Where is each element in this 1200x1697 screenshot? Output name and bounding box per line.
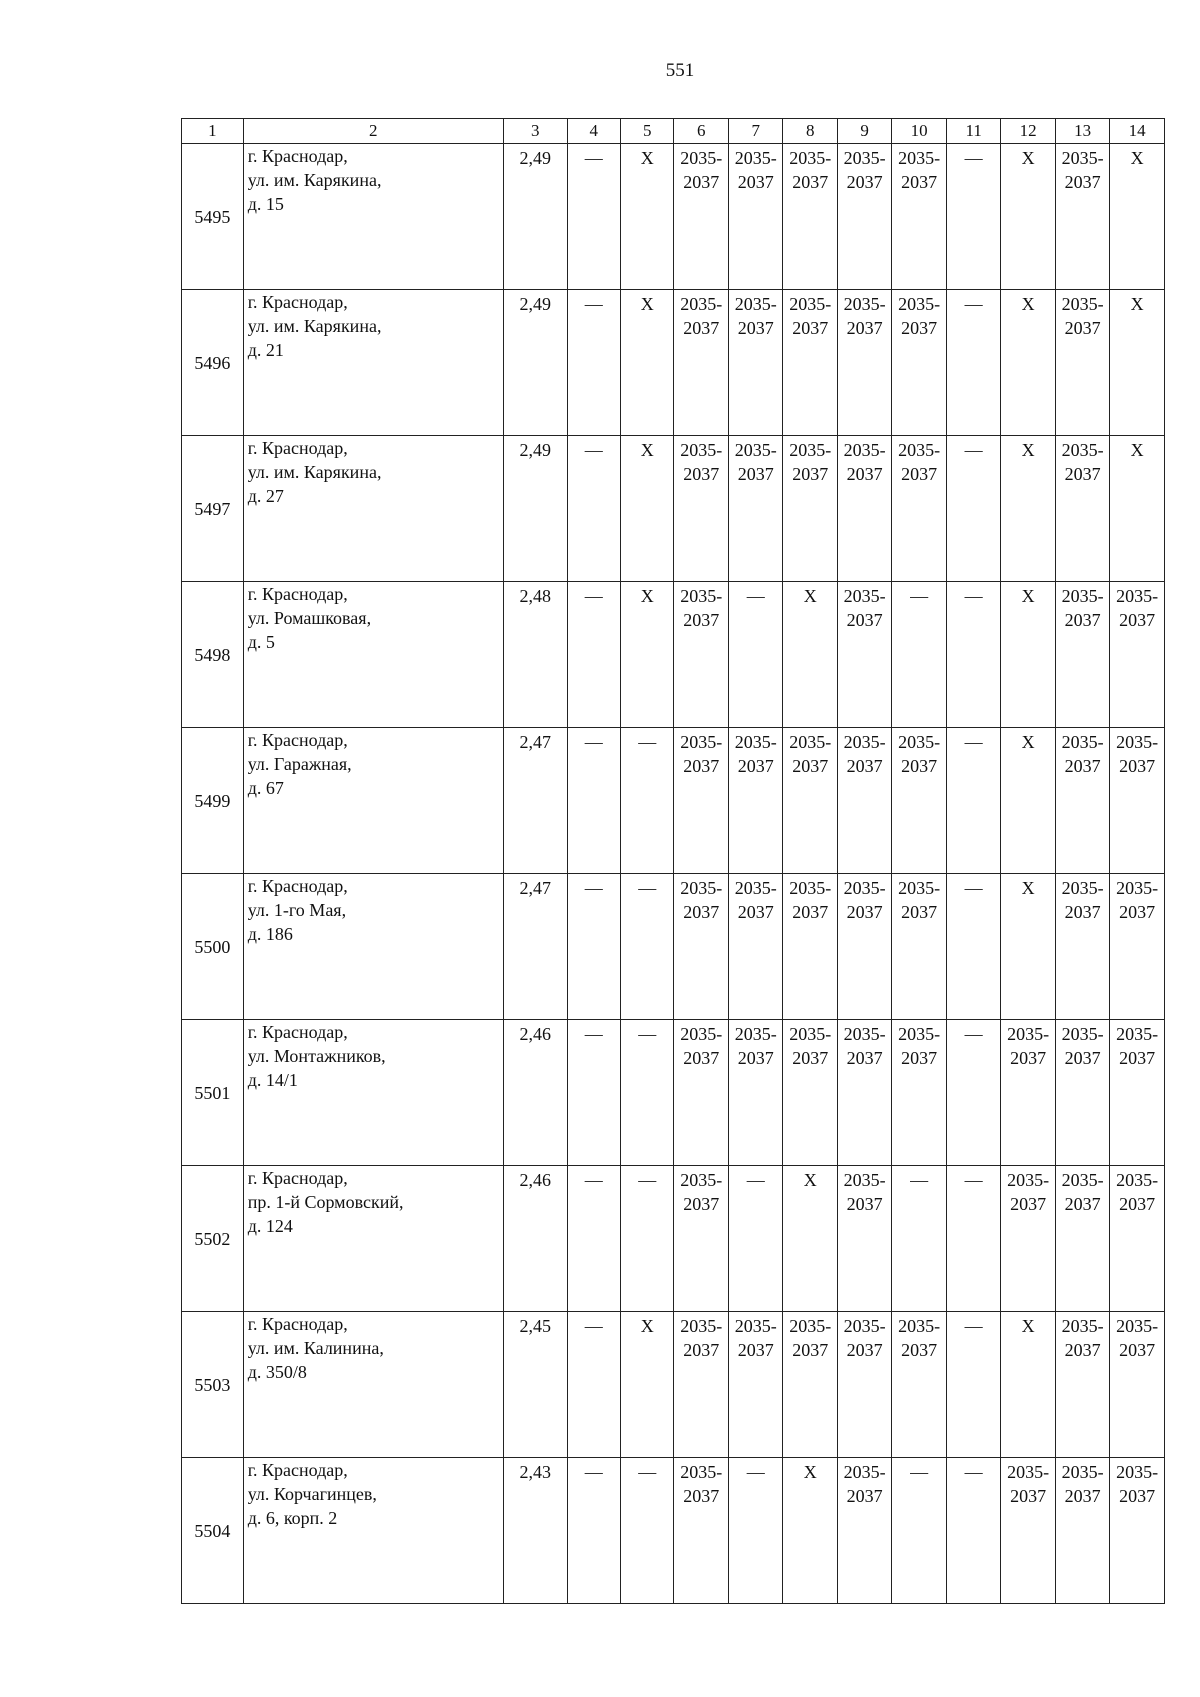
row-number: 5501 xyxy=(182,1020,244,1166)
value-cell-c3: 2,47 xyxy=(503,874,567,1020)
value-cell-c10: 2035- 2037 xyxy=(892,1020,946,1166)
column-header-1: 1 xyxy=(182,119,244,144)
value-cell-c4: — xyxy=(567,874,620,1020)
value-cell-c11: — xyxy=(946,290,1000,436)
table-row xyxy=(182,582,1165,728)
value-cell-c7: 2035- 2037 xyxy=(728,290,782,436)
table-row xyxy=(182,1458,1165,1604)
address-cell xyxy=(243,874,503,1020)
address-line: д. 15 xyxy=(247,194,284,214)
table-row xyxy=(182,144,1165,290)
value-cell-c7: 2035- 2037 xyxy=(728,1312,782,1458)
value-cell-c10: — xyxy=(892,1458,946,1604)
value-cell-c7: 2035- 2037 xyxy=(728,874,782,1020)
value-cell-c10: — xyxy=(892,1166,946,1312)
address-line: г. Краснодар, xyxy=(247,292,348,312)
value-cell-c6: 2035- 2037 xyxy=(674,728,728,874)
value-cell-c11: — xyxy=(946,728,1000,874)
value-cell-c11: — xyxy=(946,874,1000,1020)
value-cell-c13: 2035- 2037 xyxy=(1055,1312,1109,1458)
table-body xyxy=(182,144,1165,1604)
value-cell-c6: 2035- 2037 xyxy=(674,1458,728,1604)
address-line: д. 6, корп. 2 xyxy=(247,1508,338,1528)
value-cell-c6: 2035- 2037 xyxy=(674,436,728,582)
header-row xyxy=(182,119,1165,144)
value-cell-c7: 2035- 2037 xyxy=(728,144,782,290)
value-cell-c3: 2,47 xyxy=(503,728,567,874)
value-cell-c6: 2035- 2037 xyxy=(674,1020,728,1166)
value-cell-c7: 2035- 2037 xyxy=(728,436,782,582)
value-cell-c3: 2,45 xyxy=(503,1312,567,1458)
value-cell-c6: 2035- 2037 xyxy=(674,144,728,290)
value-cell-c13: 2035- 2037 xyxy=(1055,1458,1109,1604)
row-number: 5503 xyxy=(182,1312,244,1458)
value-cell-c5: X xyxy=(621,582,674,728)
address-line: ул. Ромашковая, xyxy=(247,608,372,628)
value-cell-c12: 2035- 2037 xyxy=(1001,1458,1055,1604)
value-cell-c9: 2035- 2037 xyxy=(837,290,891,436)
address-line: г. Краснодар, xyxy=(247,1022,348,1042)
address-line: г. Краснодар, xyxy=(247,876,348,896)
address-line: ул. Гаражная, xyxy=(247,754,352,774)
value-cell-c6: 2035- 2037 xyxy=(674,874,728,1020)
value-cell-c8: 2035- 2037 xyxy=(783,874,837,1020)
column-header-10: 10 xyxy=(892,119,946,144)
value-cell-c3: 2,46 xyxy=(503,1166,567,1312)
column-header-12: 12 xyxy=(1001,119,1055,144)
address-line: г. Краснодар, xyxy=(247,730,348,750)
value-cell-c12: X xyxy=(1001,1312,1055,1458)
value-cell-c10: — xyxy=(892,582,946,728)
column-header-3: 3 xyxy=(503,119,567,144)
value-cell-c8: X xyxy=(783,582,837,728)
value-cell-c7: — xyxy=(728,582,782,728)
column-header-11: 11 xyxy=(946,119,1000,144)
table-row xyxy=(182,290,1165,436)
column-header-4: 4 xyxy=(567,119,620,144)
value-cell-c10: 2035- 2037 xyxy=(892,874,946,1020)
value-cell-c12: X xyxy=(1001,144,1055,290)
value-cell-c6: 2035- 2037 xyxy=(674,1312,728,1458)
address-line: д. 5 xyxy=(247,632,275,652)
value-cell-c11: — xyxy=(946,1020,1000,1166)
value-cell-c13: 2035- 2037 xyxy=(1055,290,1109,436)
page-number: 551 xyxy=(665,60,695,81)
table-row xyxy=(182,1166,1165,1312)
row-number: 5504 xyxy=(182,1458,244,1604)
address-cell xyxy=(243,1166,503,1312)
register-table xyxy=(181,118,1165,1604)
address-cell xyxy=(243,144,503,290)
address-line: д. 14/1 xyxy=(247,1070,298,1090)
value-cell-c6: 2035- 2037 xyxy=(674,290,728,436)
value-cell-c13: 2035- 2037 xyxy=(1055,728,1109,874)
address-line: ул. им. Калинина, xyxy=(247,1338,384,1358)
value-cell-c6: 2035- 2037 xyxy=(674,582,728,728)
value-cell-c8: 2035- 2037 xyxy=(783,728,837,874)
value-cell-c9: 2035- 2037 xyxy=(837,1312,891,1458)
table-row xyxy=(182,874,1165,1020)
value-cell-c4: — xyxy=(567,1166,620,1312)
value-cell-c14: 2035- 2037 xyxy=(1110,1312,1165,1458)
address-cell xyxy=(243,290,503,436)
value-cell-c4: — xyxy=(567,144,620,290)
table-row xyxy=(182,728,1165,874)
value-cell-c10: 2035- 2037 xyxy=(892,1312,946,1458)
value-cell-c5: X xyxy=(621,144,674,290)
value-cell-c13: 2035- 2037 xyxy=(1055,874,1109,1020)
value-cell-c13: 2035- 2037 xyxy=(1055,144,1109,290)
value-cell-c14: 2035- 2037 xyxy=(1110,728,1165,874)
value-cell-c10: 2035- 2037 xyxy=(892,728,946,874)
column-header-6: 6 xyxy=(674,119,728,144)
value-cell-c13: 2035- 2037 xyxy=(1055,582,1109,728)
value-cell-c14: 2035- 2037 xyxy=(1110,1458,1165,1604)
value-cell-c9: 2035- 2037 xyxy=(837,144,891,290)
value-cell-c11: — xyxy=(946,1458,1000,1604)
value-cell-c8: 2035- 2037 xyxy=(783,1020,837,1166)
value-cell-c4: — xyxy=(567,290,620,436)
row-number: 5496 xyxy=(182,290,244,436)
address-line: г. Краснодар, xyxy=(247,438,348,458)
value-cell-c10: 2035- 2037 xyxy=(892,290,946,436)
address-line: г. Краснодар, xyxy=(247,584,348,604)
value-cell-c8: 2035- 2037 xyxy=(783,290,837,436)
address-line: ул. Монтажников, xyxy=(247,1046,386,1066)
value-cell-c12: 2035- 2037 xyxy=(1001,1166,1055,1312)
value-cell-c14: 2035- 2037 xyxy=(1110,1166,1165,1312)
address-line: пр. 1-й Сормовский, xyxy=(247,1192,404,1212)
value-cell-c5: — xyxy=(621,1458,674,1604)
value-cell-c4: — xyxy=(567,582,620,728)
value-cell-c13: 2035- 2037 xyxy=(1055,436,1109,582)
table-row xyxy=(182,1020,1165,1166)
value-cell-c11: — xyxy=(946,1166,1000,1312)
column-header-8: 8 xyxy=(783,119,837,144)
address-line: д. 21 xyxy=(247,340,284,360)
column-header-2: 2 xyxy=(243,119,503,144)
address-cell xyxy=(243,1020,503,1166)
address-cell xyxy=(243,1458,503,1604)
value-cell-c5: X xyxy=(621,1312,674,1458)
table-row xyxy=(182,1312,1165,1458)
row-number: 5495 xyxy=(182,144,244,290)
column-header-9: 9 xyxy=(837,119,891,144)
value-cell-c8: X xyxy=(783,1166,837,1312)
value-cell-c14: X xyxy=(1110,144,1165,290)
address-line: д. 350/8 xyxy=(247,1362,307,1382)
address-line: д. 124 xyxy=(247,1216,293,1236)
value-cell-c9: 2035- 2037 xyxy=(837,582,891,728)
value-cell-c12: X xyxy=(1001,582,1055,728)
address-cell xyxy=(243,728,503,874)
value-cell-c14: X xyxy=(1110,290,1165,436)
value-cell-c9: 2035- 2037 xyxy=(837,1166,891,1312)
value-cell-c10: 2035- 2037 xyxy=(892,144,946,290)
value-cell-c11: — xyxy=(946,436,1000,582)
value-cell-c5: X xyxy=(621,436,674,582)
value-cell-c13: 2035- 2037 xyxy=(1055,1166,1109,1312)
value-cell-c3: 2,48 xyxy=(503,582,567,728)
address-cell xyxy=(243,1312,503,1458)
value-cell-c8: X xyxy=(783,1458,837,1604)
value-cell-c7: — xyxy=(728,1166,782,1312)
value-cell-c7: 2035- 2037 xyxy=(728,1020,782,1166)
value-cell-c5: — xyxy=(621,1166,674,1312)
column-header-5: 5 xyxy=(621,119,674,144)
value-cell-c4: — xyxy=(567,436,620,582)
address-line: ул. им. Карякина, xyxy=(247,170,382,190)
value-cell-c4: — xyxy=(567,1458,620,1604)
value-cell-c12: X xyxy=(1001,290,1055,436)
value-cell-c4: — xyxy=(567,728,620,874)
value-cell-c9: 2035- 2037 xyxy=(837,874,891,1020)
address-line: ул. им. Карякина, xyxy=(247,462,382,482)
value-cell-c5: — xyxy=(621,1020,674,1166)
row-number: 5497 xyxy=(182,436,244,582)
value-cell-c3: 2,49 xyxy=(503,290,567,436)
value-cell-c14: 2035- 2037 xyxy=(1110,582,1165,728)
row-number: 5502 xyxy=(182,1166,244,1312)
value-cell-c9: 2035- 2037 xyxy=(837,1020,891,1166)
value-cell-c7: — xyxy=(728,1458,782,1604)
value-cell-c14: 2035- 2037 xyxy=(1110,1020,1165,1166)
value-cell-c9: 2035- 2037 xyxy=(837,1458,891,1604)
value-cell-c11: — xyxy=(946,144,1000,290)
value-cell-c12: X xyxy=(1001,436,1055,582)
value-cell-c14: 2035- 2037 xyxy=(1110,874,1165,1020)
value-cell-c11: — xyxy=(946,582,1000,728)
value-cell-c11: — xyxy=(946,1312,1000,1458)
value-cell-c12: 2035- 2037 xyxy=(1001,1020,1055,1166)
address-line: д. 27 xyxy=(247,486,284,506)
address-cell xyxy=(243,582,503,728)
address-cell xyxy=(243,436,503,582)
value-cell-c3: 2,49 xyxy=(503,436,567,582)
value-cell-c3: 2,46 xyxy=(503,1020,567,1166)
address-line: г. Краснодар, xyxy=(247,1168,348,1188)
value-cell-c3: 2,49 xyxy=(503,144,567,290)
value-cell-c12: X xyxy=(1001,728,1055,874)
value-cell-c8: 2035- 2037 xyxy=(783,144,837,290)
value-cell-c14: X xyxy=(1110,436,1165,582)
value-cell-c8: 2035- 2037 xyxy=(783,436,837,582)
column-header-7: 7 xyxy=(728,119,782,144)
row-number: 5498 xyxy=(182,582,244,728)
value-cell-c5: — xyxy=(621,728,674,874)
value-cell-c4: — xyxy=(567,1020,620,1166)
address-line: г. Краснодар, xyxy=(247,1314,348,1334)
value-cell-c4: — xyxy=(567,1312,620,1458)
address-line: ул. 1-го Мая, xyxy=(247,900,347,920)
value-cell-c5: — xyxy=(621,874,674,1020)
address-line: г. Краснодар, xyxy=(247,146,348,166)
value-cell-c5: X xyxy=(621,290,674,436)
value-cell-c10: 2035- 2037 xyxy=(892,436,946,582)
value-cell-c9: 2035- 2037 xyxy=(837,728,891,874)
address-line: ул. им. Карякина, xyxy=(247,316,382,336)
value-cell-c8: 2035- 2037 xyxy=(783,1312,837,1458)
row-number: 5499 xyxy=(182,728,244,874)
address-line: д. 67 xyxy=(247,778,284,798)
value-cell-c13: 2035- 2037 xyxy=(1055,1020,1109,1166)
value-cell-c7: 2035- 2037 xyxy=(728,728,782,874)
value-cell-c6: 2035- 2037 xyxy=(674,1166,728,1312)
value-cell-c3: 2,43 xyxy=(503,1458,567,1604)
address-line: ул. Корчагинцев, xyxy=(247,1484,377,1504)
row-number: 5500 xyxy=(182,874,244,1020)
address-line: д. 186 xyxy=(247,924,293,944)
address-line: г. Краснодар, xyxy=(247,1460,348,1480)
table-row xyxy=(182,436,1165,582)
value-cell-c9: 2035- 2037 xyxy=(837,436,891,582)
column-header-14: 14 xyxy=(1110,119,1165,144)
value-cell-c12: X xyxy=(1001,874,1055,1020)
column-header-13: 13 xyxy=(1055,119,1109,144)
